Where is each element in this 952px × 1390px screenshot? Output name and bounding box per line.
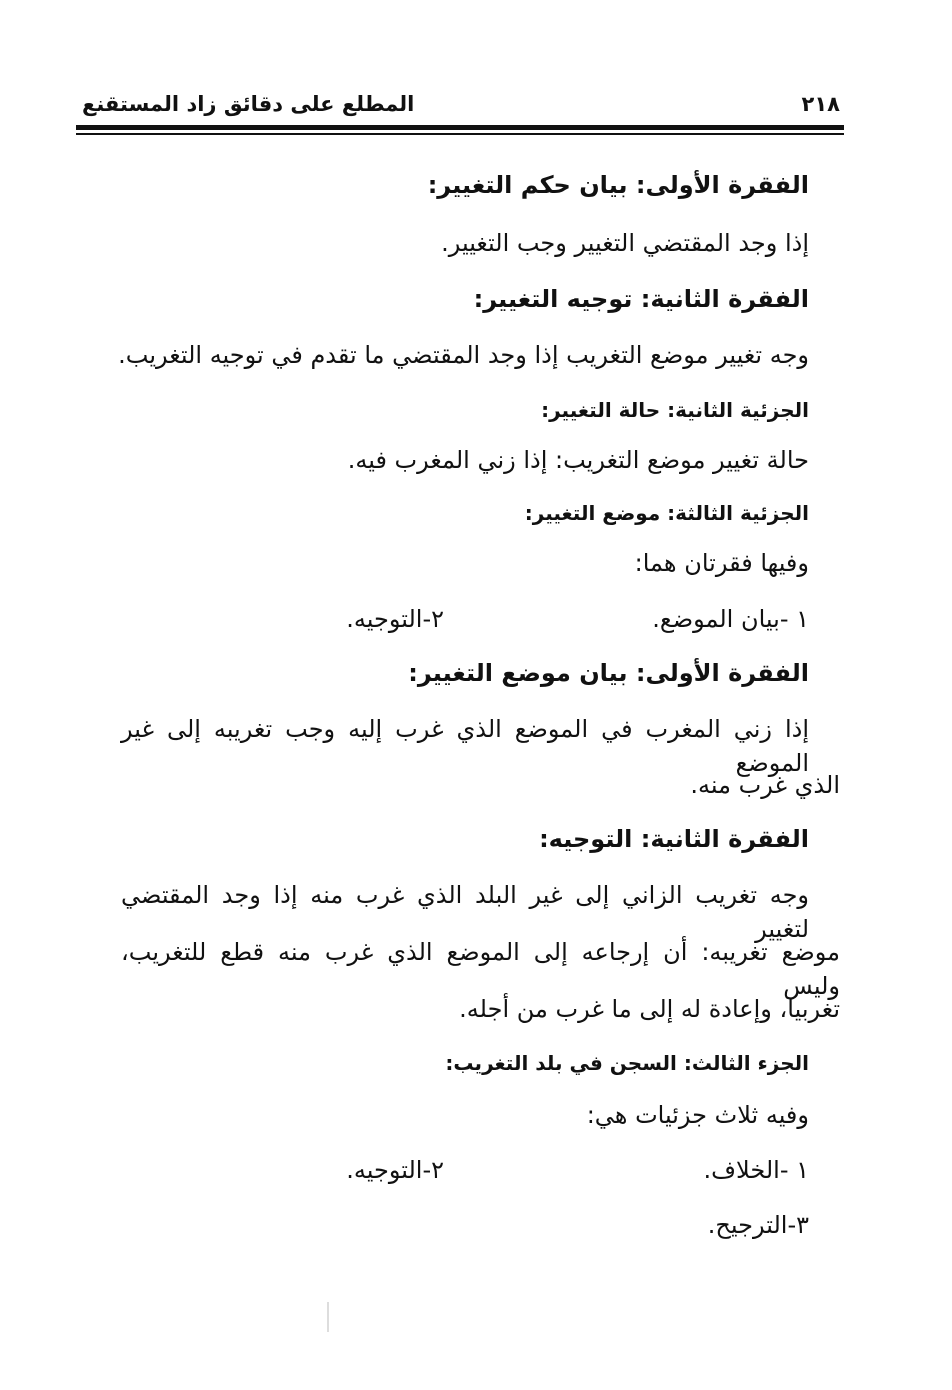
list-item: ٢-التوجيه. [346,1156,444,1184]
header-rule-thin [76,133,844,135]
list-item: ٣-الترجيح. [707,1211,809,1239]
list-item: ١ -بيان الموضع. [652,605,809,633]
page-number: ٢١٨ [801,92,840,116]
text-line: إذا وجد المقتضي التغيير وجب التغيير. [441,229,809,257]
section-heading: الجزء الثالث: السجن في بلد التغريب: [445,1051,809,1075]
paragraph-heading: الفقرة الثانية: توجيه التغيير: [473,285,809,313]
text-line: تغربيا، وإعادة له إلى ما غرب من أجله. [459,995,840,1023]
text-line: وفيه ثلاث جزئيات هي: [586,1101,809,1129]
list-item: ٢-التوجيه. [346,605,444,633]
text-line: حالة تغيير موضع التغريب: إذا زني المغرب فيه. [347,446,809,474]
paragraph-heading: الفقرة الأولى: بيان موضع التغيير: [408,659,809,687]
text-line: وفيها فقرتان هما: [634,549,809,577]
text-line: وجه تغيير موضع التغريب إذا وجد المقتضي ما تقدم في توجيه التغريب. [118,341,809,369]
paragraph-heading: الفقرة الأولى: بيان حكم التغيير: [427,171,809,199]
scan-artifact [327,1302,329,1332]
book-title: المطلع على دقائق زاد المستقنع [82,92,415,116]
text-line: الذي غرب منه. [690,771,840,799]
text-line: وجه تغريب الزاني إلى غير البلد الذي غرب منه إذا وجد المقتضي لتغيير [121,881,809,943]
page-header [82,92,840,122]
text-line: إذا زني المغرب في الموضع الذي غرب إليه وجب تغريبه إلى غير الموضع [121,715,809,777]
section-heading: الجزئية الثانية: حالة التغيير: [541,398,809,422]
paragraph-heading: الفقرة الثانية: التوجيه: [539,825,809,853]
list-item: ١ -الخلاف. [703,1156,809,1184]
header-rule-thick [76,125,844,130]
text-line: موضع تغريبه: أن إرجاعه إلى الموضع الذي غرب منه قطع للتغريب، وليس [121,938,840,1000]
section-heading: الجزئية الثالثة: موضع التغيير: [524,501,809,525]
